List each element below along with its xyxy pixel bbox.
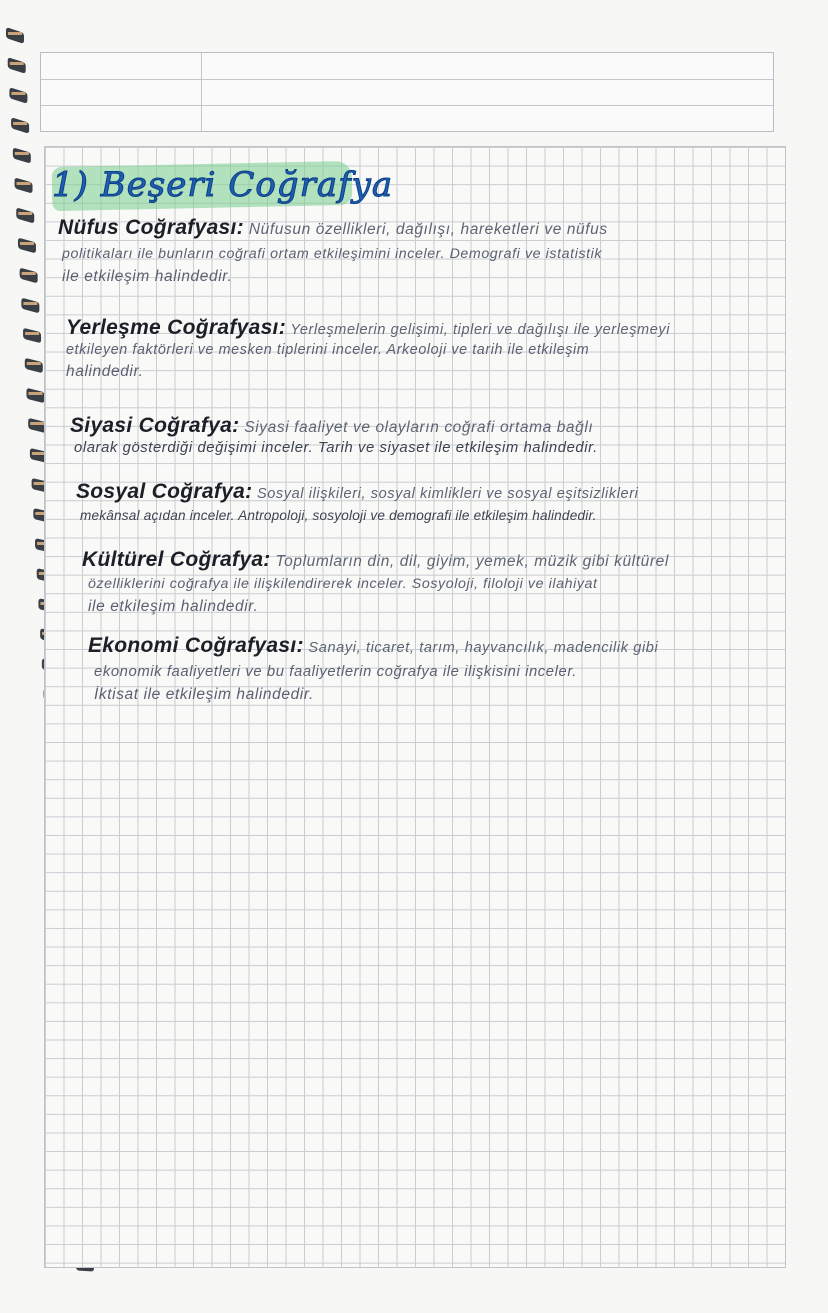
section-line: ile etkileşim halindedir. [62, 268, 233, 285]
section-line: Sanayi, ticaret, tarım, hayvancılık, madencilik gibi [308, 640, 659, 656]
header-table [40, 52, 774, 132]
spiral-ring-highlight [13, 122, 27, 125]
spiral-ring [9, 87, 27, 104]
spiral-ring-highlight [18, 212, 32, 215]
section-line: olarak gösterdiği değişimi inceler. Tarih ve siyaset ile etkileşim halindedir. [74, 440, 598, 456]
spiral-ring-highlight [11, 92, 25, 95]
section-heading: Yerleşme Coğrafyası: [66, 316, 286, 339]
section-heading: Sosyal Coğrafya: [76, 480, 253, 503]
section-line: Nüfusun özellikleri, dağılışı, hareketleri ve nüfus [248, 221, 608, 238]
spiral-ring-highlight [8, 32, 22, 35]
spiral-ring [23, 328, 41, 344]
title-row [52, 158, 393, 212]
spiral-ring [13, 147, 31, 163]
spiral-ring-highlight [15, 152, 29, 155]
spiral-ring-highlight [17, 182, 31, 185]
section-line: İktisat ile etkileşim halindedir. [94, 686, 314, 703]
spiral-ring [20, 268, 38, 284]
notes-content [44, 146, 784, 746]
spiral-ring [18, 237, 36, 253]
section-line: ile etkileşim halindedir. [88, 598, 259, 615]
spiral-ring [26, 388, 44, 403]
spiral-ring [15, 177, 33, 193]
spiral-ring [6, 27, 24, 44]
spiral-ring-highlight [27, 362, 41, 365]
section-heading: Kültürel Coğrafya: [82, 548, 271, 571]
page-title: 1) Beşeri Coğrafya [52, 165, 394, 205]
section-heading: Nüfus Coğrafyası: [58, 216, 244, 239]
section-line: politikaları ile bunların coğrafi ortam etkileşimini inceler. Demografi ve istatistik [62, 246, 603, 262]
section-line: Toplumların din, dil, giyim, yemek, müzik gibi kültürel [275, 553, 669, 570]
spiral-ring-highlight [20, 242, 34, 245]
spiral-ring-highlight [25, 332, 39, 335]
section-line: halindedir. [66, 363, 144, 380]
section-line: Siyasi faaliyet ve olayların coğrafi ortama bağlı [244, 419, 594, 436]
section-heading: Ekonomi Coğrafyası: [88, 634, 304, 657]
section-line: etkileyen faktörleri ve mesken tiplerini inceler. Arkeoloji ve tarih ile etkileşim [66, 342, 590, 358]
spiral-ring-highlight [23, 302, 37, 305]
section-line: Yerleşmelerin gelişimi, tipleri ve dağılışı ile yerleşmeyi [290, 322, 671, 338]
spiral-ring-highlight [30, 422, 44, 425]
spiral-ring [11, 117, 29, 133]
spiral-ring [25, 358, 43, 374]
spiral-ring [21, 298, 39, 314]
spiral-ring [16, 207, 34, 223]
spiral-ring [8, 57, 26, 74]
spiral-ring-highlight [22, 272, 36, 275]
section-heading: Siyasi Coğrafya: [70, 414, 240, 437]
section-line: ekonomik faaliyetleri ve bu faaliyetlerin coğrafya ile ilişkisini inceler. [94, 664, 578, 680]
spiral-ring-highlight [10, 62, 24, 65]
section-line: mekânsal açıdan inceler. Antropoloji, sosyoloji ve demografi ile etkileşim halindedir. [80, 508, 597, 523]
section-line: özelliklerini coğrafya ile ilişkilendirerek inceler. Sosyoloji, filoloji ve ilahiyat [88, 576, 598, 592]
spiral-ring-highlight [28, 392, 42, 395]
section-line: Sosyal ilişkileri, sosyal kimlikleri ve sosyal eşitsizlikleri [257, 486, 639, 502]
